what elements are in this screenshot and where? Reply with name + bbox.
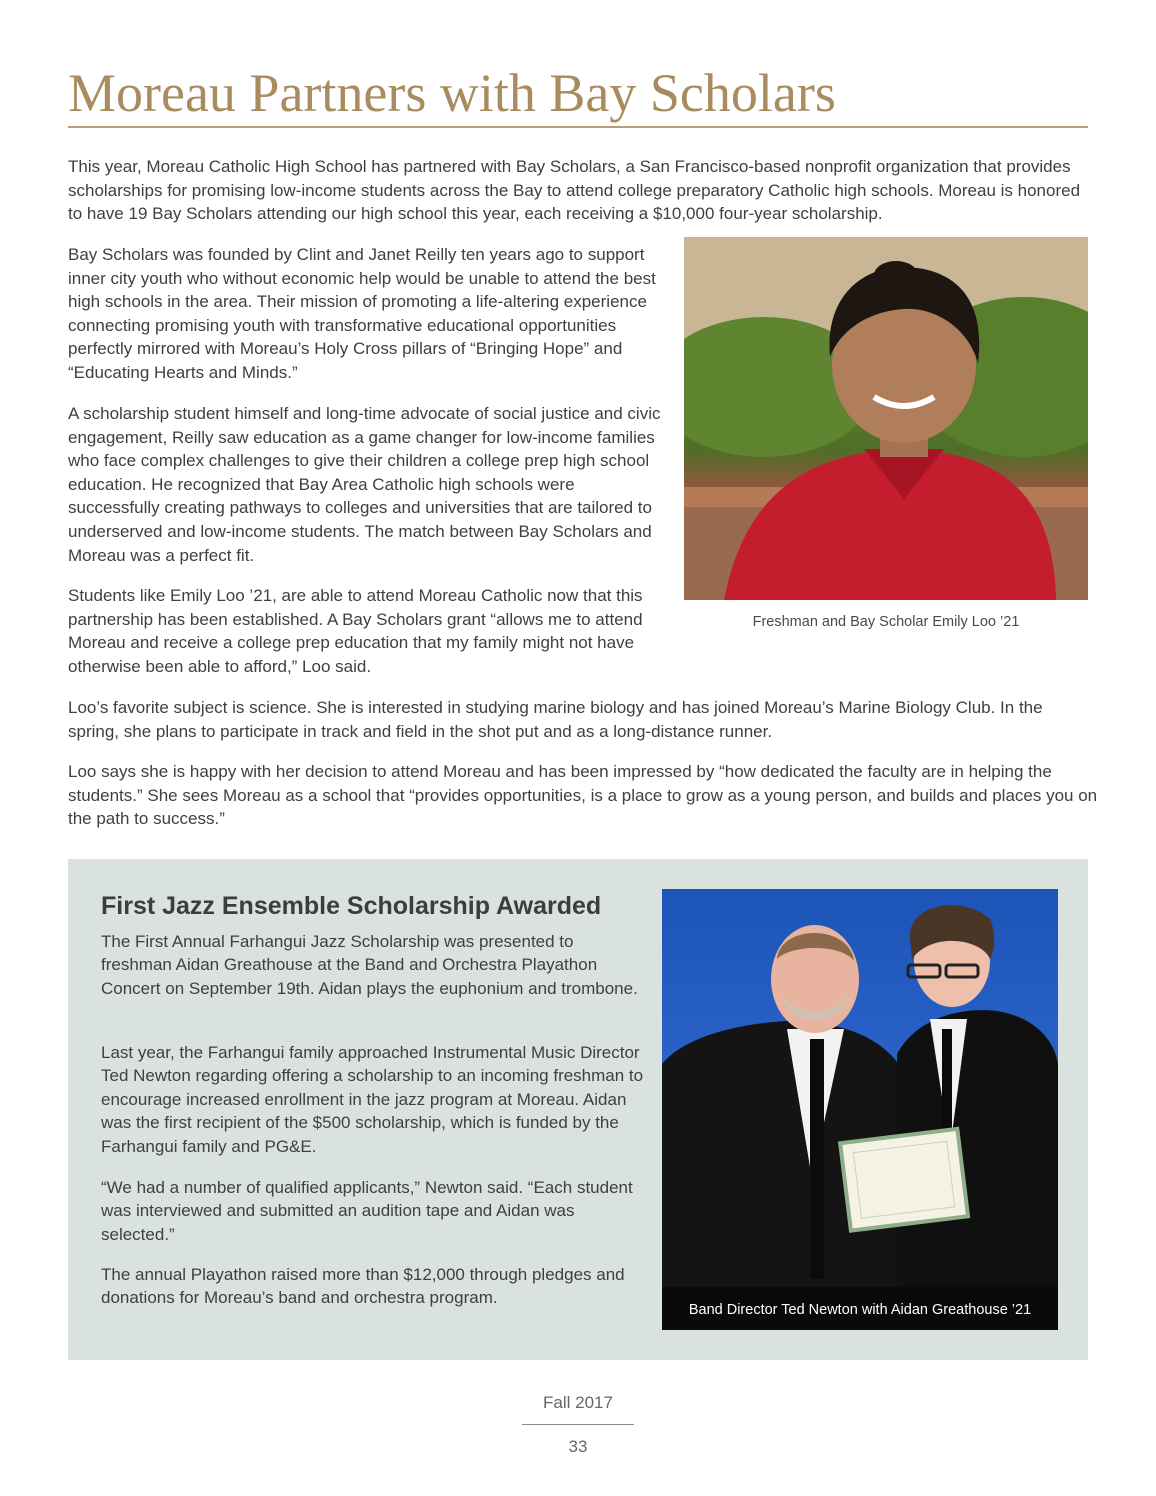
title-divider bbox=[68, 126, 1088, 128]
article-title: Moreau Partners with Bay Scholars bbox=[68, 63, 836, 123]
footer-season: Fall 2017 bbox=[543, 1393, 613, 1412]
sidebar-paragraph-playathon: The annual Playathon raised more than $12,000 through pledges and donations for Moreau’s band and orchestra program. bbox=[101, 1265, 625, 1308]
paragraph-emily: Students like Emily Loo ’21, are able to attend Moreau Catholic now that this partnership has been established. A Bay Scholars grant “allows me to attend Moreau and receive a college prep education that my family might not have otherwise been able to afford,” Loo said. bbox=[68, 586, 643, 676]
newton-greathouse-illustration bbox=[662, 889, 1058, 1330]
sidebar-paragraph-history: Last year, the Farhangui family approached Instrumental Music Director Ted Newton regarding offering a scholarship to an incoming freshman to encourage increased enrollment in the jazz program at Moreau. Aidan was the first recipient of the $500 scholarship, which is funded by the Farhangui family and PG&E. bbox=[101, 1043, 644, 1156]
paragraph-decision: Loo says she is happy with her decision to attend Moreau and has been impressed by “how dedicated the faculty are in helping the students.” She sees Moreau as a school that “provides opportunities, is a place to grow as a young person, and builds and places you on the path to success.” bbox=[68, 762, 1098, 829]
paragraph-founding: Bay Scholars was founded by Clint and Janet Reilly ten years ago to support inner city youth who without economic help would be unable to attend the best high schools in the area. Their mission of promoting a life-altering experience connecting promising youth with transformative educational opportunities perfectly mirrored with Moreau’s Holy Cross pillars of “Bringing Hope” and “Educating Hearts and Minds.” bbox=[68, 245, 656, 382]
emily-loo-illustration bbox=[684, 237, 1088, 600]
intro-paragraph: This year, Moreau Catholic High School has partnered with Bay Scholars, a San Francisco-based nonprofit organization that provides scholarships for promising low-income students across the Bay to attend college preparatory Catholic high schools. Moreau is honored to have 19 Bay Scholars attending our high school this year, each receiving a $10,000 four-year scholarship. bbox=[68, 157, 1081, 224]
sidebar-paragraph-quote: “We had a number of qualified applicants,” Newton said. “Each student was interviewed and submitted an audition tape and Aidan was selected.” bbox=[101, 1178, 633, 1244]
newton-greathouse-caption: Band Director Ted Newton with Aidan Greathouse ’21 bbox=[688, 1302, 1032, 1318]
newton-greathouse-photo bbox=[662, 889, 1058, 1330]
paragraph-reilly: A scholarship student himself and long-time advocate of social justice and civic engagement, Reilly saw education as a game changer for low-income families who face complex challenges to give their children a college prep high school education. He recognized that Bay Area Catholic high schools were successfully creating pathways to colleges and universities that are tailored to underserved and low-income students. The match between Bay Scholars and Moreau was a perfect fit. bbox=[68, 404, 661, 565]
footer-divider bbox=[522, 1424, 634, 1425]
emily-loo-caption: Freshman and Bay Scholar Emily Loo ’21 bbox=[752, 614, 1020, 630]
sidebar-paragraph-award: The First Annual Farhangui Jazz Scholarship was presented to freshman Aidan Greathouse at the Band and Orchestra Playathon Concert on September 19th. Aidan plays the euphonium and trombone. bbox=[101, 932, 638, 998]
sidebar-title: First Jazz Ensemble Scholarship Awarded bbox=[101, 892, 602, 920]
page-number: 33 bbox=[568, 1437, 588, 1456]
emily-loo-photo bbox=[684, 237, 1088, 600]
paragraph-interests: Loo’s favorite subject is science. She is interested in studying marine biology and has joined Moreau’s Marine Biology Club. In the spring, she plans to participate in track and field in the shot put and as a long-distance runner. bbox=[68, 698, 1043, 741]
